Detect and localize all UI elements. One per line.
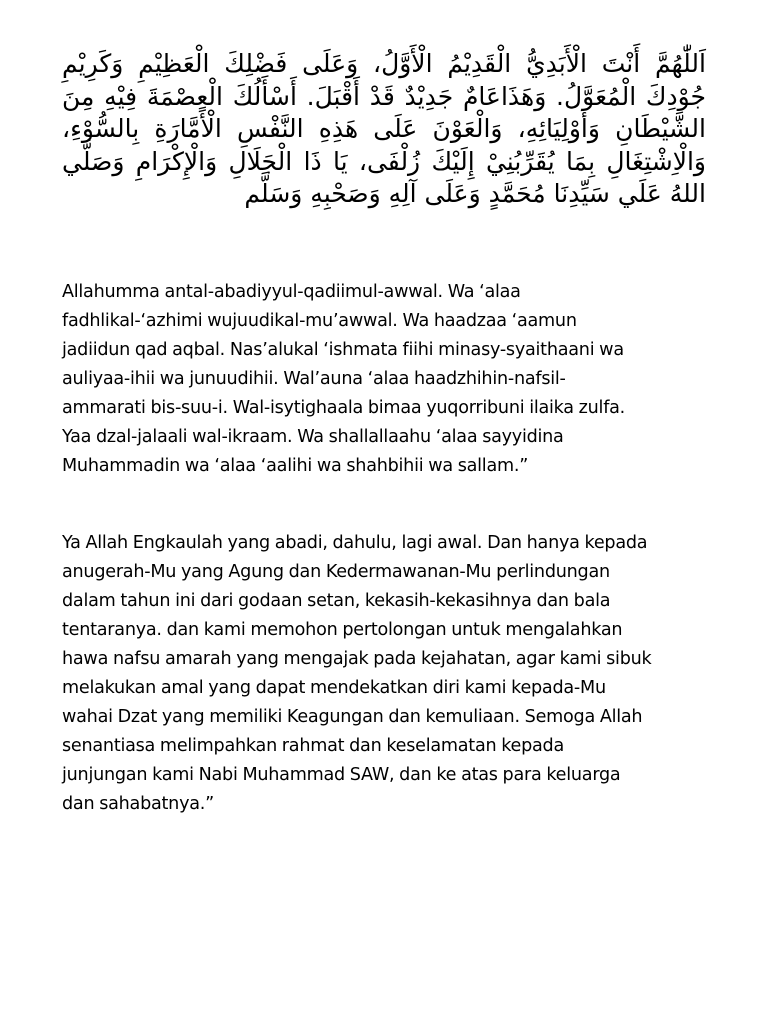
transliteration-line: fadhlikal-‘azhimi wujuudikal-mu’awwal. Wa haadzaa ‘aamun xyxy=(62,311,577,331)
translation-paragraph xyxy=(62,529,712,819)
transliteration-line: Muhammadin wa ‘alaa ‘aalihi wa shahbihii wa sallam.” xyxy=(62,456,529,476)
translation-line: junjungan kami Nabi Muhammad SAW, dan ke atas para keluarga xyxy=(62,765,621,785)
translation-line: anugerah-Mu yang Agung dan Kedermawanan-Mu perlindungan xyxy=(62,562,610,582)
transliteration-paragraph xyxy=(62,278,712,481)
translation-line: Ya Allah Engkaulah yang abadi, dahulu, lagi awal. Dan hanya kepada xyxy=(62,533,648,553)
translation-line: hawa nafsu amarah yang mengajak pada kejahatan, agar kami sibuk xyxy=(62,649,652,669)
arabic-prayer-text: اَللّٰهُمَّ أَنْتَ الْأَبَدِيُّ الْقَدِيْمُ الْأَوَّلُ، وَعَلَى فَضْلِكَ الْعَظِيْمِ وَكَرِيْمِ جُوْدِكَ الْمُعَوَّلُ. وَهَذَاعَامٌ جَدِيْدٌ قَدْ أَقْبَلَ. أَسْأَلُكَ الْعِصْمَةَ فِيْهِ مِنَ الشَّيْطَانِ وَأَوْلِيَائِهِ، وَالْعَوْنَ عَلَى هَذِهِ النَّفْسِ الْأَمَّارَةِ بِالسُّوْءِ، وَالْاِشْتِغَالِ بِمَا يُقَرِّبُنِيْ إِلَيْكَ زُلْفَى، يَا ذَا الْجَلَالِ وَالْإِكْرَامِ وَصَلَّي اللهُ عَلَي سَيِّدِنَا مُحَمَّدٍ وَعَلَى آلِهِ وَصَحْبِهِ وَسَلَّم xyxy=(62,49,706,208)
translation-line: senantiasa melimpahkan rahmat dan keselamatan kepada xyxy=(62,736,565,756)
transliteration-line: Yaa dzal-jalaali wal-ikraam. Wa shallallaahu ‘alaa sayyidina xyxy=(62,427,564,447)
translation-line: wahai Dzat yang memiliki Keagungan dan kemuliaan. Semoga Allah xyxy=(62,707,643,727)
translation-line: melakukan amal yang dapat mendekatkan diri kami kepada-Mu xyxy=(62,678,606,698)
translation-line: tentaranya. dan kami memohon pertolongan untuk mengalahkan xyxy=(62,620,623,640)
transliteration-line: ammarati bis-suu-i. Wal-isytighaala bimaa yuqorribuni ilaika zulfa. xyxy=(62,398,626,418)
translation-line: dalam tahun ini dari godaan setan, kekasih-kekasihnya dan bala xyxy=(62,591,611,611)
transliteration-line: Allahumma antal-abadiyyul-qadiimul-awwal. Wa ‘alaa xyxy=(62,282,521,302)
transliteration-line: auliyaa-ihii wa junuudihii. Wal’auna ‘alaa haadzhihin-nafsil- xyxy=(62,369,566,389)
transliteration-line: jadiidun qad aqbal. Nas’alukal ‘ishmata fiihi minasy-syaithaani wa xyxy=(62,340,624,360)
translation-line: dan sahabatnya.” xyxy=(62,794,214,814)
